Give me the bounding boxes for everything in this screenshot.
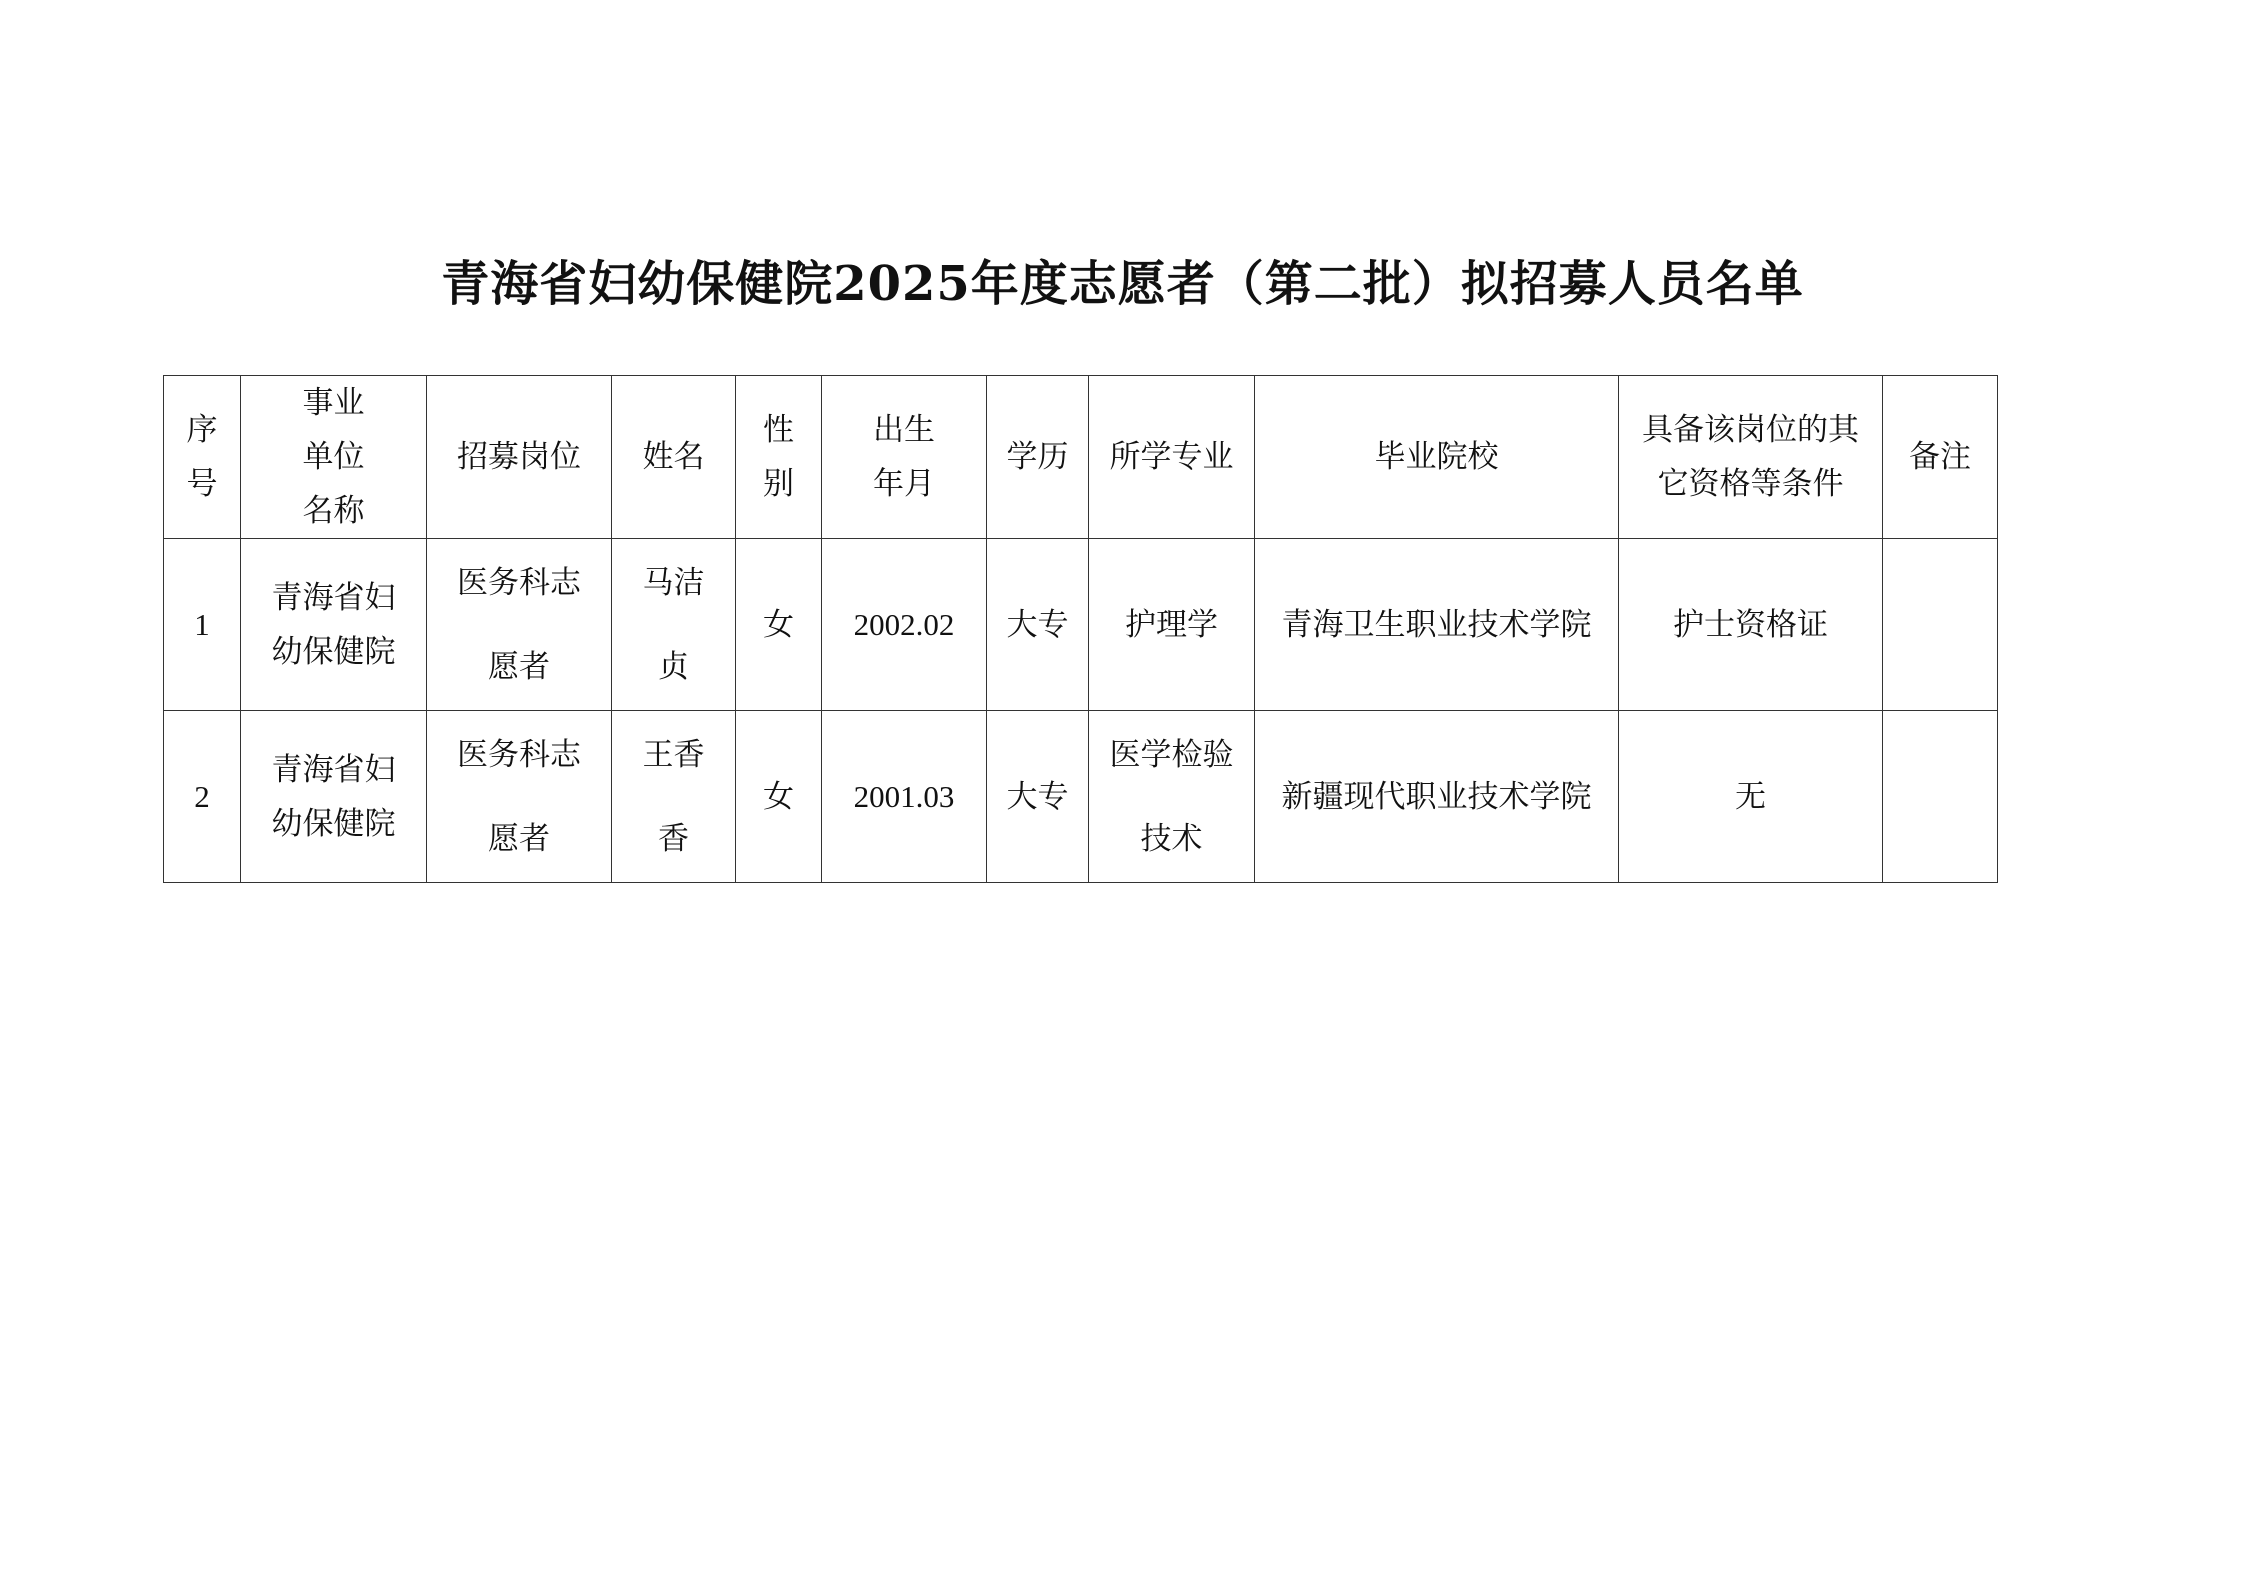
recruit-roster-table bbox=[163, 375, 1998, 883]
cell-unit: 青海省妇 幼保健院 bbox=[241, 539, 427, 711]
header-school: 毕业院校 bbox=[1255, 376, 1619, 539]
header-index: 序 号 bbox=[164, 376, 241, 539]
cell-major: 医学检验 技术 bbox=[1089, 711, 1255, 883]
cell-gender: 女 bbox=[736, 539, 822, 711]
cell-school: 青海卫生职业技术学院 bbox=[1255, 539, 1619, 711]
cell-qualification: 无 bbox=[1619, 711, 1883, 883]
cell-index: 1 bbox=[164, 539, 241, 711]
cell-remark bbox=[1883, 711, 1998, 883]
cell-birth: 2001.03 bbox=[822, 711, 987, 883]
header-birth: 出生 年月 bbox=[822, 376, 987, 539]
header-qualification: 具备该岗位的其 它资格等条件 bbox=[1619, 376, 1883, 539]
cell-remark bbox=[1883, 539, 1998, 711]
table-header-row bbox=[164, 376, 1998, 539]
table-row bbox=[164, 711, 1998, 883]
table-row bbox=[164, 539, 1998, 711]
header-name: 姓名 bbox=[612, 376, 736, 539]
cell-position: 医务科志 愿者 bbox=[427, 539, 612, 711]
cell-gender: 女 bbox=[736, 711, 822, 883]
cell-school: 新疆现代职业技术学院 bbox=[1255, 711, 1619, 883]
header-position: 招募岗位 bbox=[427, 376, 612, 539]
cell-education: 大专 bbox=[987, 539, 1089, 711]
cell-education: 大专 bbox=[987, 711, 1089, 883]
header-major: 所学专业 bbox=[1089, 376, 1255, 539]
header-unit: 事业 单位 名称 bbox=[241, 376, 427, 539]
header-remark: 备注 bbox=[1883, 376, 1998, 539]
cell-unit: 青海省妇 幼保健院 bbox=[241, 711, 427, 883]
header-gender: 性 别 bbox=[736, 376, 822, 539]
cell-name: 王香 香 bbox=[612, 711, 736, 883]
cell-major: 护理学 bbox=[1089, 539, 1255, 711]
cell-index: 2 bbox=[164, 711, 241, 883]
cell-position: 医务科志 愿者 bbox=[427, 711, 612, 883]
cell-qualification: 护士资格证 bbox=[1619, 539, 1883, 711]
cell-birth: 2002.02 bbox=[822, 539, 987, 711]
page-title: 青海省妇幼保健院2025年度志愿者（第二批）拟招募人员名单 bbox=[441, 256, 1804, 312]
header-education: 学历 bbox=[987, 376, 1089, 539]
cell-name: 马洁 贞 bbox=[612, 539, 736, 711]
